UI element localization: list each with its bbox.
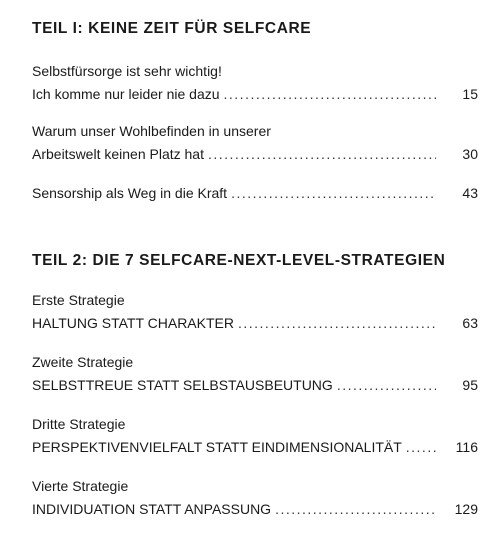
entry-title-line: Arbeitswelt keinen Platz hat xyxy=(32,146,204,162)
strategy-label: Dritte Strategie xyxy=(32,416,126,432)
toc-entry[interactable] xyxy=(32,475,478,521)
toc-entry[interactable] xyxy=(32,351,478,397)
entry-title-line: Warum unser Wohlbefinden in unserer xyxy=(32,123,271,139)
toc-entry[interactable] xyxy=(32,120,478,166)
page-number: 63 xyxy=(462,315,478,331)
toc-entry[interactable] xyxy=(32,413,478,459)
dot-leader xyxy=(231,182,436,205)
page-number: 30 xyxy=(462,146,478,162)
part-2-title: TEIL 2: DIE 7 SELFCARE-NEXT-LEVEL-STRATEGIEN xyxy=(32,252,446,269)
dot-leader xyxy=(238,312,436,335)
entry-title-line: Selbstfürsorge ist sehr wichtig! xyxy=(32,63,222,79)
strategy-label: Zweite Strategie xyxy=(32,354,134,370)
page-number: 95 xyxy=(462,377,478,393)
entry-title-line: INDIVIDUATION STATT ANPASSUNG xyxy=(32,501,272,517)
dot-leader xyxy=(224,83,436,106)
strategy-label: Vierte Strategie xyxy=(32,478,129,494)
toc-entry[interactable] xyxy=(32,60,478,106)
entry-title-line: Sensorship als Weg in die Kraft xyxy=(32,185,228,201)
page-number: 129 xyxy=(454,501,478,517)
dot-leader xyxy=(406,436,436,459)
strategy-label: Erste Strategie xyxy=(32,292,125,308)
dot-leader xyxy=(208,143,436,166)
page-number: 15 xyxy=(462,86,478,102)
entry-title-line: SELBSTTREUE STATT SELBSTAUSBEUTUNG xyxy=(32,377,333,393)
part-1-title: TEIL I: KEINE ZEIT FÜR SELFCARE xyxy=(32,20,312,37)
entry-title-line: Ich komme nur leider nie dazu xyxy=(32,86,220,102)
dot-leader xyxy=(337,374,436,397)
dot-leader xyxy=(275,498,436,521)
page-number: 116 xyxy=(455,439,478,455)
toc-entry[interactable] xyxy=(32,289,478,335)
page-number: 43 xyxy=(462,185,478,201)
entry-title-line: PERSPEKTIVENVIELFALT STATT EINDIMENSIONALITÄT xyxy=(32,439,402,455)
toc-entry[interactable] xyxy=(32,182,478,205)
entry-title-line: HALTUNG STATT CHARAKTER xyxy=(32,315,234,331)
